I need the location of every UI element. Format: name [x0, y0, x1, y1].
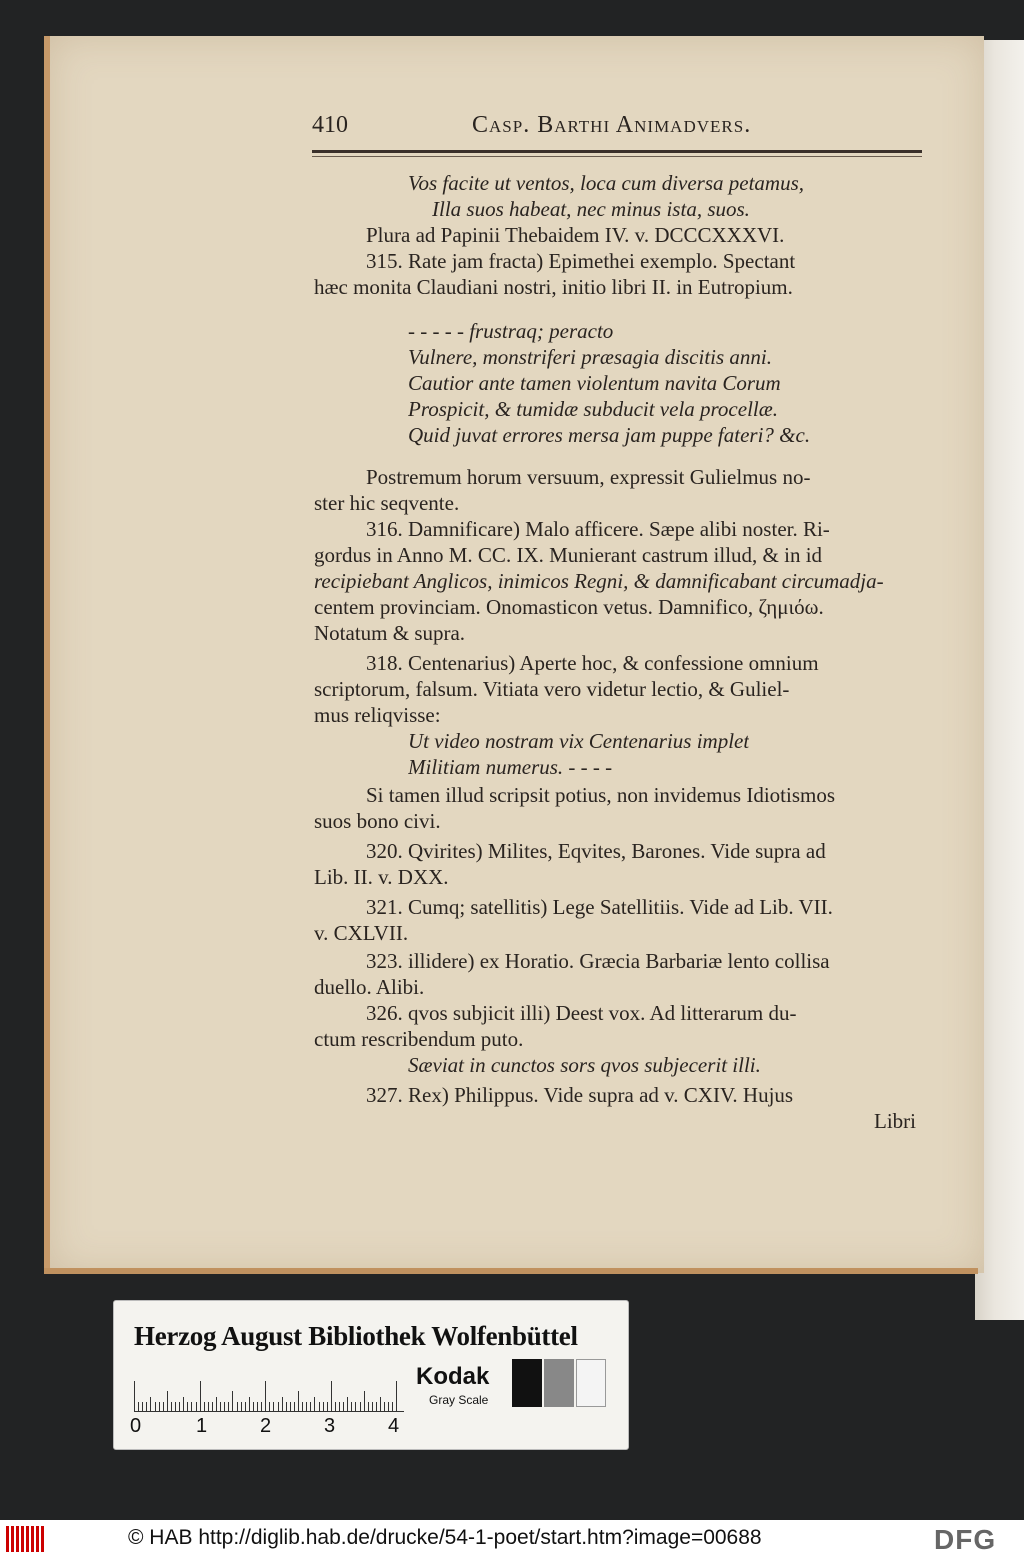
ruler-tick [314, 1397, 315, 1411]
text-line: ctum rescribendum puto. [314, 1027, 524, 1051]
text-line: Sæviat in cunctos sors qvos subjecerit illi. [408, 1053, 761, 1077]
text-line: 327. Rex) Philippus. Vide supra ad v. CXIV. Hujus [366, 1083, 794, 1107]
ruler-tick [380, 1397, 381, 1411]
ruler-tick [146, 1402, 147, 1411]
text-line: recipiebant Anglicos, inimicos Regni, & damnificabant circumadja- [314, 569, 884, 593]
ruler-tick [241, 1402, 242, 1411]
ruler-tick [286, 1402, 287, 1411]
text-line: v. CXLVII. [314, 921, 409, 945]
text-line: centem provinciam. Onomasticon vetus. Damnifico, ζημιόω. [314, 595, 824, 619]
text-line: gordus in Anno M. CC. IX. Munierant castrum illud, & in id [314, 543, 823, 567]
ruler-tick [335, 1402, 336, 1411]
ruler-tick [257, 1402, 258, 1411]
ruler-tick [384, 1402, 385, 1411]
ruler-tick [302, 1402, 303, 1411]
ruler-tick [183, 1397, 184, 1411]
ruler-tick [212, 1402, 213, 1411]
ruler-tick [294, 1402, 295, 1411]
copyright-link[interactable]: © HAB http://diglib.hab.de/drucke/54-1-poet/start.htm?image=00688 [128, 1526, 762, 1549]
hab-logo-icon [6, 1526, 46, 1552]
color-target-card [113, 1300, 629, 1450]
ruler-tick [298, 1391, 299, 1411]
ruler-tick [196, 1402, 197, 1411]
ruler-tick [220, 1402, 221, 1411]
text-line: 321. Cumq; satellitis) Lege Satellitiis. Vide ad Lib. VII. [366, 895, 833, 919]
ruler-number: 1 [196, 1415, 208, 1437]
text-line: 316. Damnificare) Malo afficere. Sæpe alibi noster. Ri- [366, 517, 830, 541]
ruler-tick [224, 1402, 225, 1411]
ruler-tick [360, 1402, 361, 1411]
text-line: Libri [874, 1109, 916, 1133]
ruler-tick [163, 1402, 164, 1411]
swatch-gray [544, 1359, 574, 1407]
ruler-tick [216, 1397, 217, 1411]
text-line: Ut video nostram vix Centenarius implet [408, 729, 750, 753]
ruler-tick [273, 1402, 274, 1411]
ruler-tick [245, 1402, 246, 1411]
text-line: hæc monita Claudiani nostri, initio libri II. in Eutropium. [314, 275, 793, 299]
text-line: 318. Centenarius) Aperte hoc, & confessione omnium [366, 651, 819, 675]
ruler-tick [306, 1402, 307, 1411]
ruler-tick [319, 1402, 320, 1411]
ruler-tick [142, 1402, 143, 1411]
text-line: Cautior ante tamen violentum navita Corum [408, 371, 781, 395]
ruler-tick [347, 1397, 348, 1411]
text-line: suos bono civi. [314, 809, 441, 833]
ruler-tick [355, 1402, 356, 1411]
ruler-tick [331, 1381, 332, 1411]
ruler-tick [179, 1402, 180, 1411]
ruler-tick [327, 1402, 328, 1411]
ruler-tick [278, 1402, 279, 1411]
ruler-tick [396, 1381, 397, 1411]
text-line: Plura ad Papinii Thebaidem IV. v. DCCCXXXVI. [366, 223, 785, 247]
ruler-tick [376, 1402, 377, 1411]
ruler-tick [282, 1397, 283, 1411]
running-title: Casp. Barthi Animadvers. [472, 112, 752, 138]
text-line: mus reliqvisse: [314, 703, 441, 727]
ruler-tick [191, 1402, 192, 1411]
text-line: Illa suos habeat, nec minus ista, suos. [432, 197, 750, 221]
text-line: 315. Rate jam fracta) Epimethei exemplo. Spectant [366, 249, 796, 273]
gray-scale-label: Gray Scale [429, 1393, 489, 1407]
text-line: 323. illidere) ex Horatio. Græcia Barbariæ lento collisa [366, 949, 830, 973]
ruler-number: 2 [260, 1415, 272, 1437]
ruler-tick [388, 1402, 389, 1411]
header-rule [312, 150, 922, 153]
ruler-tick [343, 1402, 344, 1411]
ruler-tick [175, 1402, 176, 1411]
ruler-tick [351, 1402, 352, 1411]
ruler-tick [159, 1402, 160, 1411]
text-line: Postremum horum versuum, expressit Gulielmus no- [366, 465, 811, 489]
text-line: Notatum & supra. [314, 621, 466, 645]
text-line: Quid juvat errores mersa jam puppe fateri? &c. [408, 423, 811, 447]
ruler-tick [138, 1402, 139, 1411]
text-line: - - - - - frustraq; peracto [408, 319, 614, 343]
ruler-tick [392, 1402, 393, 1411]
text-line: scriptorum, falsum. Vitiata vero videtur lectio, & Guliel- [314, 677, 790, 701]
text-line: Vos facite ut ventos, loca cum diversa petamus, [408, 171, 805, 195]
text-line: Prospicit, & tumidæ subducit vela procellæ. [408, 397, 778, 421]
text-line: 320. Qvirites) Milites, Eqvites, Barones. Vide supra ad [366, 839, 826, 863]
swatch-black [512, 1359, 542, 1407]
kodak-logo: Kodak [416, 1363, 490, 1390]
ruler-tick [155, 1402, 156, 1411]
ruler-tick [171, 1402, 172, 1411]
page-header [312, 112, 922, 142]
ruler-tick [167, 1391, 168, 1411]
ruler-tick [237, 1402, 238, 1411]
ruler-tick [339, 1402, 340, 1411]
library-name: Herzog August Bibliothek Wolfenbüttel [134, 1321, 578, 1351]
ruler-tick [323, 1402, 324, 1411]
text-line: Vulnere, monstriferi præsagia discitis anni. [408, 345, 773, 369]
page-bottom-edge [44, 1268, 978, 1274]
text-line: Militiam numerus. - - - - [408, 755, 613, 779]
ruler-number: 4 [388, 1415, 400, 1437]
text-line: Lib. II. v. DXX. [314, 865, 449, 889]
ruler-number: 3 [324, 1415, 336, 1437]
ruler-tick [265, 1381, 266, 1411]
ruler-tick [204, 1402, 205, 1411]
ruler-tick [134, 1381, 135, 1411]
ruler-tick [269, 1402, 270, 1411]
text-line: 326. qvos subjicit illi) Deest vox. Ad litterarum du- [366, 1001, 797, 1025]
ruler-tick [150, 1397, 151, 1411]
ruler-tick [368, 1402, 369, 1411]
ruler-tick [187, 1402, 188, 1411]
page-number: 410 [312, 112, 348, 138]
ruler-number: 0 [130, 1415, 142, 1437]
ruler-tick [232, 1391, 233, 1411]
ruler-tick [310, 1402, 311, 1411]
ruler [134, 1381, 404, 1412]
ruler-tick [249, 1397, 250, 1411]
swatch-white [576, 1359, 606, 1407]
ruler-tick [200, 1381, 201, 1411]
ruler-tick [261, 1402, 262, 1411]
viewer-footer [0, 1520, 1024, 1557]
header-rule-thin [312, 156, 922, 157]
text-line: duello. Alibi. [314, 975, 425, 999]
ruler-tick [253, 1402, 254, 1411]
ruler-tick [372, 1402, 373, 1411]
dfg-logo: DFG [934, 1524, 997, 1555]
ruler-tick [208, 1402, 209, 1411]
text-line: ster hic seqvente. [314, 491, 460, 515]
text-line: Si tamen illud scripsit potius, non invidemus Idiotismos [366, 783, 836, 807]
ruler-tick [364, 1391, 365, 1411]
ruler-tick [228, 1402, 229, 1411]
ruler-tick [290, 1402, 291, 1411]
